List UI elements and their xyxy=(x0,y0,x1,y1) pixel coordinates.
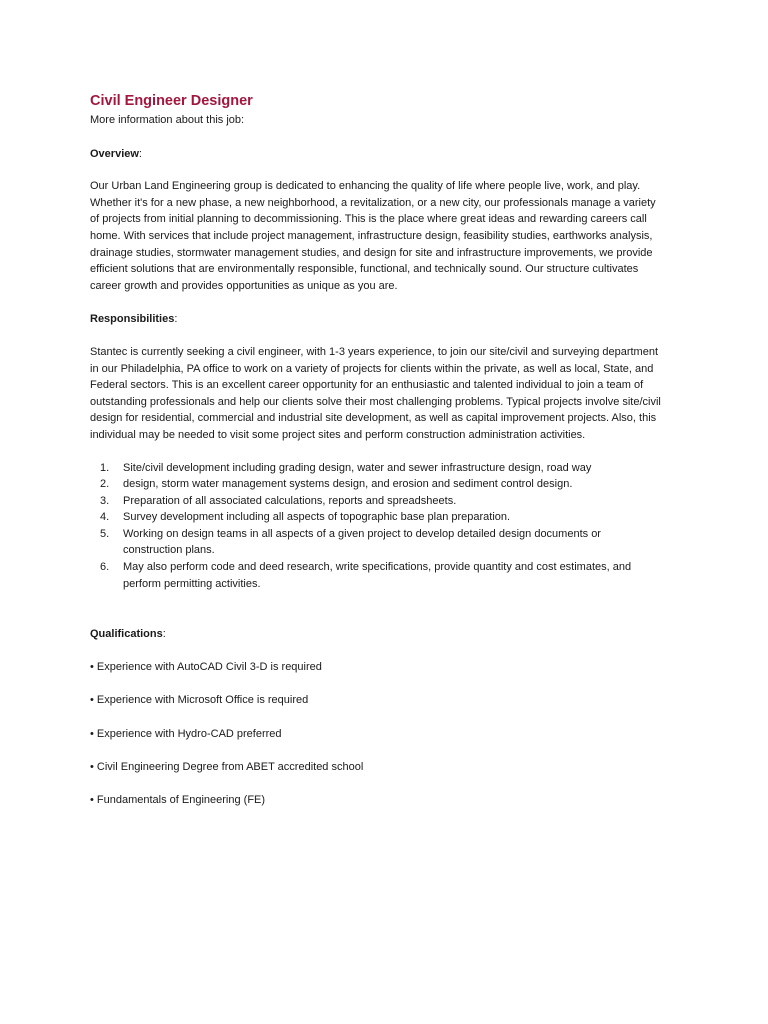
responsibilities-list xyxy=(90,460,680,593)
qualification-item: • Experience with AutoCAD Civil 3-D is required xyxy=(90,661,322,674)
overview-heading-label: Overview xyxy=(90,147,139,160)
list-item-number: 1. xyxy=(100,461,110,474)
qualifications-heading: Qualifications: xyxy=(90,628,166,641)
paragraph-line: outstanding professionals and help our clients solve their most challenging problems. Typical projects involve site/civil xyxy=(90,395,661,408)
list-item xyxy=(90,526,680,559)
qualifications-heading-label: Qualifications xyxy=(90,628,163,641)
list-item-number: 6. xyxy=(100,561,110,574)
list-item-text: Site/civil development including grading design, water and sewer infrastructure design, road way xyxy=(123,461,592,474)
list-item xyxy=(90,476,680,493)
paragraph-line: Our Urban Land Engineering group is dedicated to enhancing the quality of life where people live, work, and play. xyxy=(90,180,641,193)
list-item xyxy=(90,559,680,592)
list-item-number: 4. xyxy=(100,511,110,524)
list-item-text: May also perform code and deed research, write specifications, provide quantity and cost estimates, and xyxy=(123,561,632,574)
job-document xyxy=(90,92,680,808)
responsibilities-heading-label: Responsibilities xyxy=(90,313,175,326)
list-item-text: design, storm water management systems design, and erosion and sediment control design. xyxy=(123,478,573,491)
qualification-item: • Experience with Hydro-CAD preferred xyxy=(90,727,282,740)
overview-paragraph xyxy=(90,178,680,294)
qualification-item: • Fundamentals of Engineering (FE) xyxy=(90,793,266,806)
list-item-text: Preparation of all associated calculations, reports and spreadsheets. xyxy=(123,494,457,507)
list-item-text: perform permitting activities. xyxy=(123,577,261,590)
paragraph-line: of projects from initial planning to decommissioning. This is the place where great ideas and rewarding careers call xyxy=(90,213,647,226)
paragraph-line: home. With services that include project management, infrastructure design, feasibility studies, earthworks analysis, xyxy=(90,229,653,242)
list-item-number: 2. xyxy=(100,478,110,491)
paragraph-line: efficient solutions that are environmentally responsible, functional, and technically sound. Our structure cultivates xyxy=(90,263,639,276)
list-item xyxy=(90,460,680,477)
list-item-text: construction plans. xyxy=(123,544,215,557)
list-item-text: Survey development including all aspects of topographic base plan preparation. xyxy=(123,511,511,524)
paragraph-line: Whether it's for a new phase, a new neighborhood, a revitalization, or a new city, our professionals manage a variety xyxy=(90,196,656,209)
page-title: Civil Engineer Designer xyxy=(90,93,253,109)
qualification-item: • Civil Engineering Degree from ABET accredited school xyxy=(90,760,364,773)
paragraph-line: in our Philadelphia, PA office to work on a variety of projects for clients within the private, as well as local, State, and xyxy=(90,362,654,375)
paragraph-line: career growth and provides opportunities as unique as you are. xyxy=(90,279,398,292)
paragraph-line: individual may be needed to visit some project sites and perform construction administration activities. xyxy=(90,428,586,441)
overview-heading: Overview: xyxy=(90,147,142,160)
list-item-number: 5. xyxy=(100,527,110,540)
qualification-item: • Experience with Microsoft Office is required xyxy=(90,694,309,707)
paragraph-line: Federal sectors. This is an excellent career opportunity for an enthusiastic and talented individual to join a team of xyxy=(90,379,644,392)
subtitle: More information about this job: xyxy=(90,114,245,126)
responsibilities-paragraph xyxy=(90,344,680,444)
list-item xyxy=(90,493,680,510)
paragraph-line: drainage studies, stormwater management studies, and design for site and infrastructure improvements, we provide xyxy=(90,246,653,259)
paragraph-line: Stantec is currently seeking a civil engineer, with 1-3 years experience, to join our site/civil and surveying department xyxy=(90,345,659,358)
list-item xyxy=(90,509,680,526)
responsibilities-heading: Responsibilities: xyxy=(90,313,178,326)
paragraph-line: design for residential, commercial and industrial site development, as well as capital improvement projects. Also, this xyxy=(90,412,657,425)
list-item-number: 3. xyxy=(100,494,110,507)
list-item-text: Working on design teams in all aspects of a given project to develop detailed design documents or xyxy=(123,527,601,540)
